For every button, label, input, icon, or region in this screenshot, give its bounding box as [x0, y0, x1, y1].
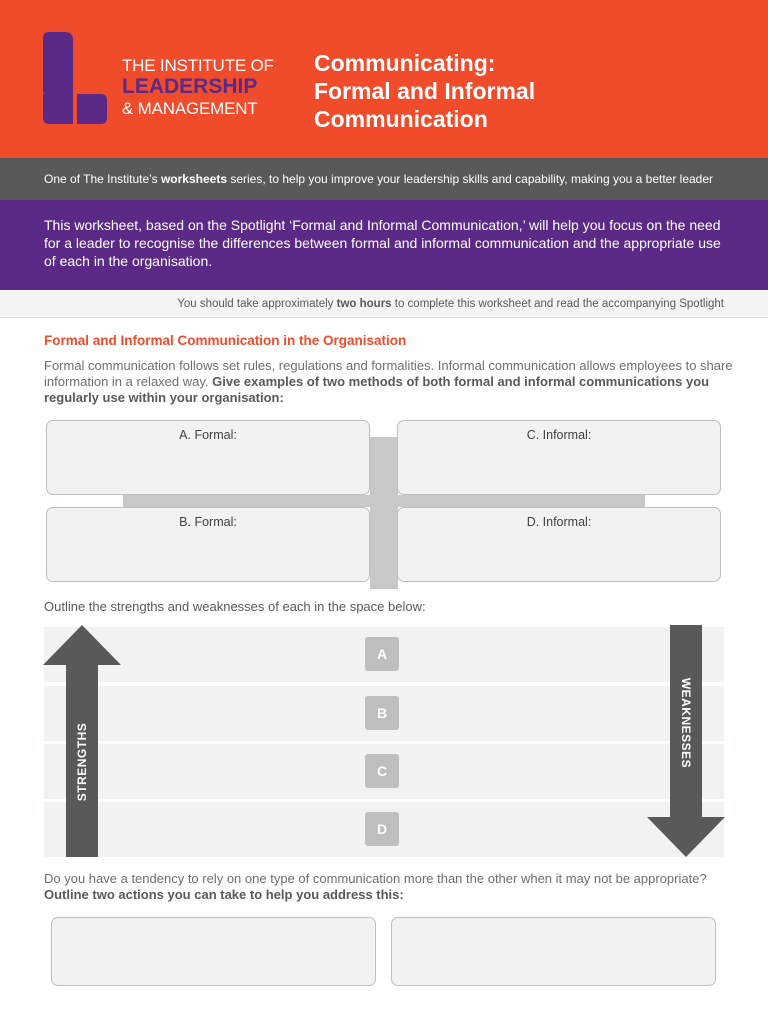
- strengths-weaknesses-row-d[interactable]: [44, 802, 724, 857]
- logo-line-1: THE INSTITUTE OF: [122, 56, 274, 75]
- row-badge-b: B: [365, 696, 399, 730]
- series-bold: worksheets: [160, 172, 227, 186]
- row-badge-c: C: [365, 754, 399, 788]
- logo-line-3: & MANAGEMENT: [122, 99, 258, 118]
- time-note: [0, 290, 768, 318]
- question-bold: Outline two actions you can take to help you address this:: [44, 887, 404, 902]
- informal-c-input-box[interactable]: [397, 420, 721, 495]
- series-suffix: series, to help you improve your leadership skills and capability, making you a better leader: [227, 172, 714, 186]
- title-line-2: Formal and Informal: [314, 78, 536, 104]
- section-body-plain: Formal communication follows set rules, regulations and formalities. Informal communication allows employees to share information in a relaxed way.: [44, 358, 733, 389]
- informal-d-label: D. Informal:: [526, 515, 592, 529]
- boxes-connector-vertical: [370, 437, 398, 589]
- strengths-weaknesses-row-c[interactable]: [44, 744, 724, 799]
- title-line-3: Communication: [314, 106, 488, 132]
- strengths-weaknesses-row-b[interactable]: [44, 686, 724, 741]
- formal-a-input-box[interactable]: [46, 420, 370, 495]
- boxes-connector-horizontal: [123, 495, 645, 507]
- action-two-input-box[interactable]: [391, 917, 716, 986]
- section-heading: Formal and Informal Communication in the Organisation: [44, 333, 407, 348]
- institute-logo-text: [122, 55, 274, 119]
- series-banner: [0, 158, 768, 200]
- formal-b-label: B. Formal:: [179, 515, 237, 529]
- weaknesses-label: WEAKNESSES: [679, 677, 693, 769]
- informal-c-label: C. Informal:: [526, 428, 592, 442]
- reflection-question: [44, 871, 744, 903]
- header-banner: [0, 0, 768, 158]
- informal-d-input-box[interactable]: [397, 507, 721, 582]
- intro-banner: [0, 200, 768, 290]
- outline-heading: Outline the strengths and weaknesses of each in the space below:: [44, 599, 426, 614]
- section-body: [44, 358, 734, 406]
- row-badge-a: A: [365, 637, 399, 671]
- intro-text: This worksheet, based on the Spotlight ‘Formal and Informal Communication,’ will help you focus on the need for a leader to recognise the differences between formal and informal communication and the appropriate use of each in the organisation.: [44, 217, 721, 269]
- worksheet-title: [314, 49, 754, 133]
- time-bold: two hours: [336, 298, 392, 310]
- strengths-weaknesses-row-a[interactable]: [44, 627, 724, 682]
- logo-line-2: LEADERSHIP: [122, 75, 258, 98]
- time-prefix: You should take approximately: [177, 298, 337, 310]
- formal-b-input-box[interactable]: [46, 507, 370, 582]
- strengths-label: STRENGTHS: [75, 722, 89, 802]
- formal-a-label: A. Formal:: [179, 428, 237, 442]
- series-prefix: One of The Institute’s: [44, 172, 161, 186]
- row-badge-d: D: [365, 812, 399, 846]
- section-body-bold: Give examples of two methods of both formal and informal communications you regularly use within your organisation:: [44, 374, 710, 405]
- institute-logo-icon: [43, 32, 107, 124]
- time-suffix: to complete this worksheet and read the accompanying Spotlight: [391, 298, 724, 310]
- question-plain: Do you have a tendency to rely on one type of communication more than the other when it may not be appropriate?: [44, 871, 707, 886]
- action-one-input-box[interactable]: [51, 917, 376, 986]
- title-line-1: Communicating:: [314, 50, 496, 76]
